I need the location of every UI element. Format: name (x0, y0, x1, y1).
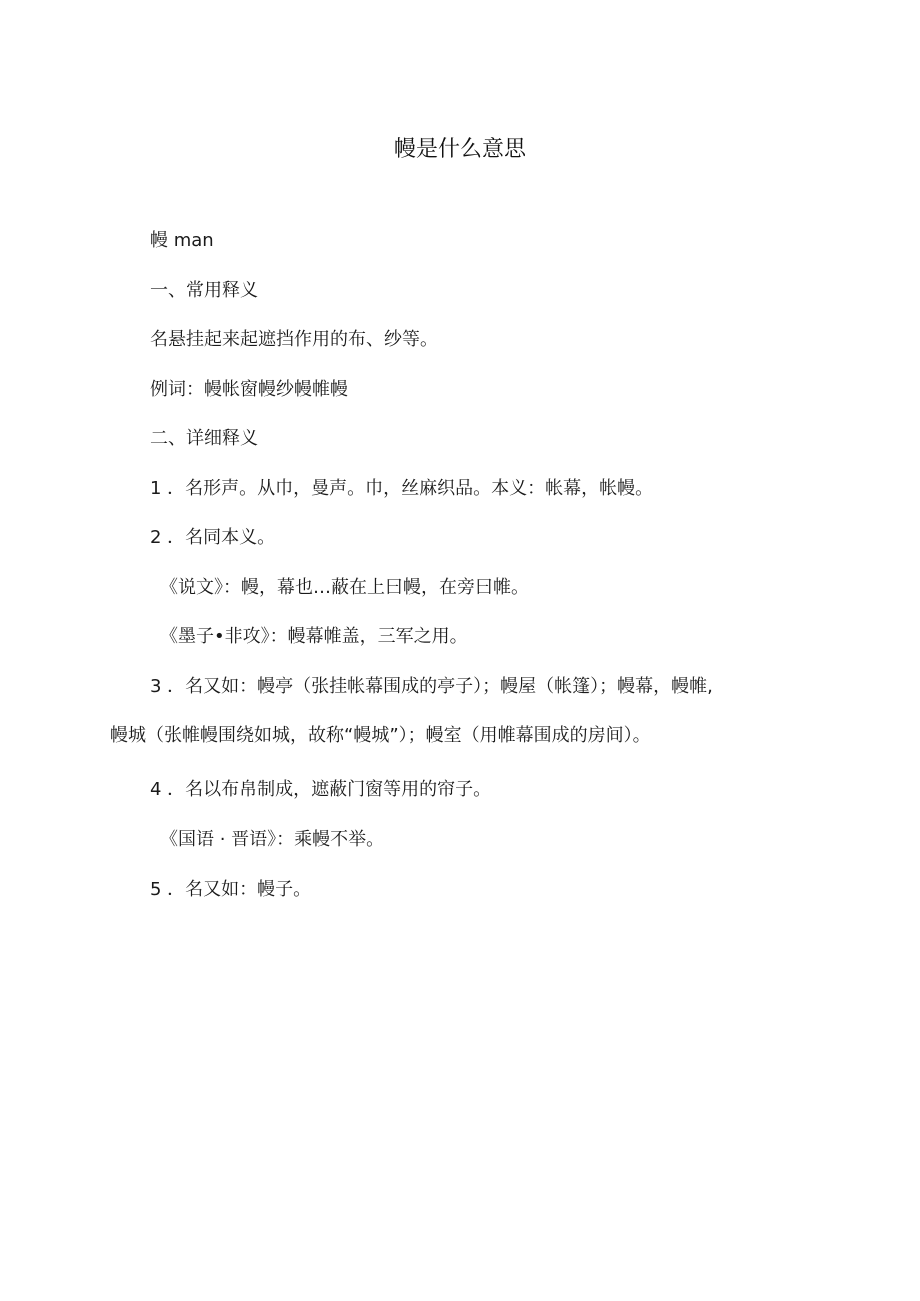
quote-shuowen: 《说文》：幔，幕也…蔽在上曰幔，在旁曰帷。 (160, 577, 529, 598)
section-heading-detailed: 二、详细释义 (150, 428, 258, 449)
detail-item-1: 1 ．名形声。从巾，曼声。巾，丝麻织品。本义：帐幕，帐幔。 (150, 478, 654, 499)
common-definition: 名悬挂起来起遮挡作用的布、纱等。 (150, 329, 438, 350)
document-title: 幔是什么意思 (393, 137, 526, 162)
quote-guoyu: 《国语 · 晋语》：乘幔不举。 (160, 829, 385, 850)
detail-item-2: 2 ．名同本义。 (150, 527, 276, 548)
detail-item-4: 4 ．名以布帛制成，遮蔽门窗等用的帘子。 (150, 779, 492, 800)
section-heading-common: 一、常用释义 (150, 280, 258, 301)
detail-item-3: 3 ．名又如：幔亭（张挂帐幕围成的亭子）；幔屋（帐篷）；幔幕，幔帷, (150, 676, 713, 697)
example-words: 例词：幔帐窗幔纱幔帷幔 (150, 379, 348, 400)
detail-item-5: 5 ．名又如：幔子。 (150, 879, 312, 900)
quote-mozi: 《墨子•非攻》：幔幕帷盖，三军之用。 (160, 626, 468, 647)
entry-heading-pinyin: 幔 man (150, 230, 214, 251)
detail-item-3-continued: 幔城（张帷幔围绕如城，故称“幔城”）；幔室（用帷幕围成的房间）。 (110, 725, 651, 746)
